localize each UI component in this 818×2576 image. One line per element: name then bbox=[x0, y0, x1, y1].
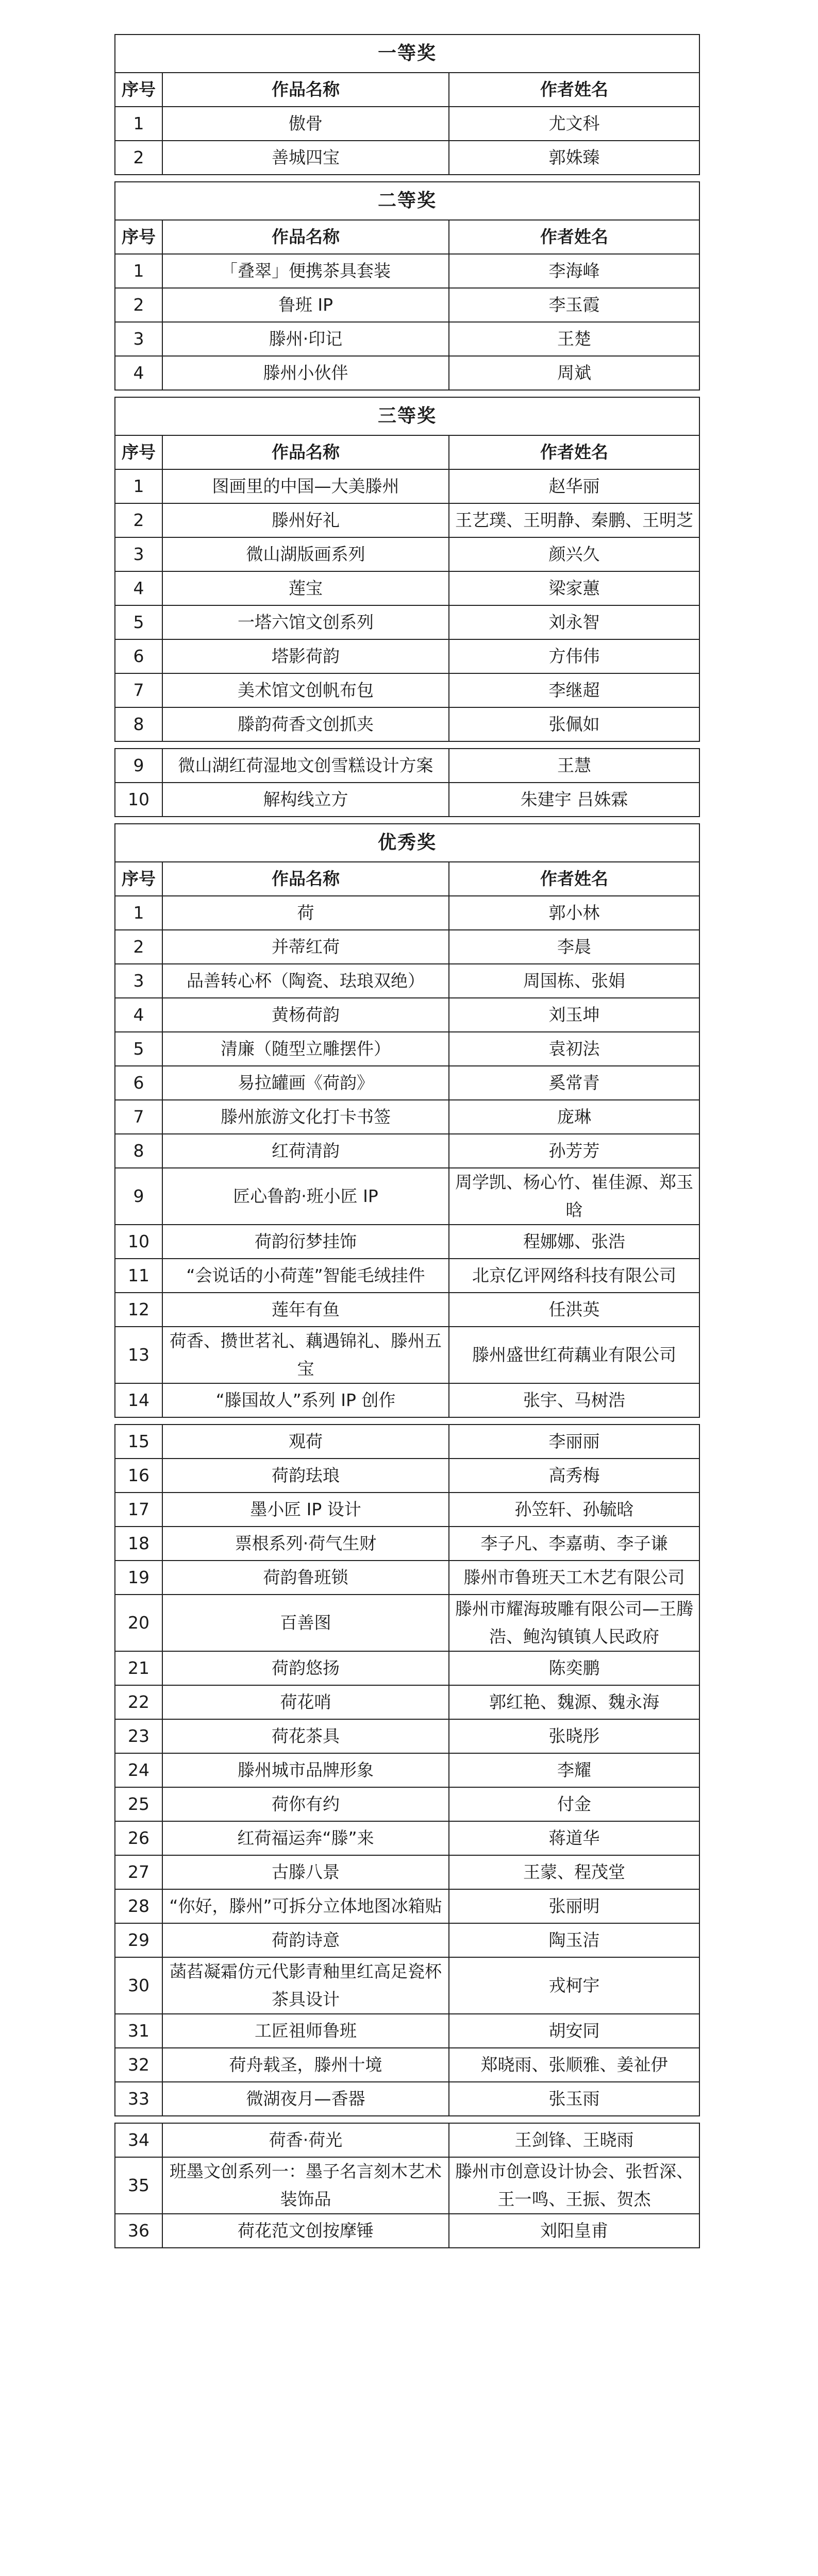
cell-index: 17 bbox=[115, 1493, 162, 1527]
award-table-block bbox=[114, 823, 700, 1418]
table-row bbox=[115, 1855, 699, 1889]
table-row bbox=[115, 503, 699, 537]
cell-author-name: 李继超 bbox=[449, 673, 699, 707]
cell-work-name: 百善图 bbox=[162, 1595, 449, 1651]
cell-index: 8 bbox=[115, 707, 162, 741]
cell-author-name: 尤文科 bbox=[449, 107, 699, 141]
cell-index: 36 bbox=[115, 2214, 162, 2248]
cell-author-name: 戎柯宇 bbox=[449, 1957, 699, 2014]
table-row bbox=[115, 254, 699, 288]
cell-author-name: 高秀梅 bbox=[449, 1459, 699, 1493]
cell-work-name: 古滕八景 bbox=[162, 1855, 449, 1889]
cell-author-name: 程娜娜、张浩 bbox=[449, 1225, 699, 1259]
cell-index: 7 bbox=[115, 1100, 162, 1134]
table-row bbox=[115, 1821, 699, 1855]
cell-index: 5 bbox=[115, 1032, 162, 1066]
cell-author-name: 梁家蕙 bbox=[449, 571, 699, 605]
cell-index: 33 bbox=[115, 2082, 162, 2116]
cell-index: 30 bbox=[115, 1957, 162, 2014]
column-header-author: 作者姓名 bbox=[449, 862, 699, 896]
column-header-work: 作品名称 bbox=[162, 435, 449, 469]
cell-index: 12 bbox=[115, 1293, 162, 1327]
cell-index: 10 bbox=[115, 783, 162, 817]
cell-work-name: 善城四宝 bbox=[162, 141, 449, 175]
table-row bbox=[115, 1651, 699, 1685]
table-row bbox=[115, 707, 699, 741]
cell-work-name: 荷韵珐琅 bbox=[162, 1459, 449, 1493]
award-table-block bbox=[114, 748, 700, 817]
cell-work-name: 红荷清韵 bbox=[162, 1134, 449, 1168]
cell-author-name: 庞琳 bbox=[449, 1100, 699, 1134]
cell-author-name: 周国栋、张娟 bbox=[449, 964, 699, 998]
cell-index: 9 bbox=[115, 749, 162, 783]
cell-work-name: 荷花范文创按摩锤 bbox=[162, 2214, 449, 2248]
cell-author-name: 郑晓雨、张顺雅、姜祉伊 bbox=[449, 2048, 699, 2082]
column-header-author: 作者姓名 bbox=[449, 73, 699, 107]
award-level-title-text: 三等奖 bbox=[115, 397, 699, 435]
table-row bbox=[115, 537, 699, 571]
table-row bbox=[115, 1293, 699, 1327]
award-level-title-text: 优秀奖 bbox=[115, 824, 699, 862]
cell-author-name: 王剑锋、王晓雨 bbox=[449, 2123, 699, 2157]
table-row bbox=[115, 2048, 699, 2082]
cell-author-name: 李玉霞 bbox=[449, 288, 699, 322]
cell-work-name: 解构线立方 bbox=[162, 783, 449, 817]
table-row bbox=[115, 1134, 699, 1168]
cell-author-name: 张佩如 bbox=[449, 707, 699, 741]
cell-work-name: 荷韵衍梦挂饰 bbox=[162, 1225, 449, 1259]
table-row bbox=[115, 2082, 699, 2116]
cell-index: 1 bbox=[115, 469, 162, 503]
table-row bbox=[115, 1889, 699, 1923]
table-row bbox=[115, 673, 699, 707]
award-table-block bbox=[114, 1424, 700, 2116]
award-level-title bbox=[115, 35, 699, 73]
cell-author-name: 赵华丽 bbox=[449, 469, 699, 503]
cell-author-name: 刘玉坤 bbox=[449, 998, 699, 1032]
cell-work-name: “会说话的小荷莲”智能毛绒挂件 bbox=[162, 1259, 449, 1293]
cell-author-name: 朱建宇 吕姝霖 bbox=[449, 783, 699, 817]
table-row bbox=[115, 1787, 699, 1821]
cell-work-name: 傲骨 bbox=[162, 107, 449, 141]
column-header-row bbox=[115, 73, 699, 107]
table-row bbox=[115, 1719, 699, 1753]
award-table-block bbox=[114, 2123, 700, 2248]
cell-author-name: 付金 bbox=[449, 1787, 699, 1821]
cell-index: 9 bbox=[115, 1168, 162, 1225]
cell-index: 21 bbox=[115, 1651, 162, 1685]
cell-author-name: 滕州市鲁班天工木艺有限公司 bbox=[449, 1561, 699, 1595]
cell-author-name: 周斌 bbox=[449, 356, 699, 390]
cell-index: 24 bbox=[115, 1753, 162, 1787]
cell-author-name: 李子凡、李嘉萌、李子谦 bbox=[449, 1527, 699, 1561]
table-row bbox=[115, 639, 699, 673]
cell-work-name: 滕州好礼 bbox=[162, 503, 449, 537]
cell-author-name: 滕州市创意设计协会、张哲深、王一鸣、王振、贺杰 bbox=[449, 2157, 699, 2214]
cell-author-name: 王慧 bbox=[449, 749, 699, 783]
table-row bbox=[115, 1259, 699, 1293]
award-table-block bbox=[114, 34, 700, 175]
table-row bbox=[115, 1561, 699, 1595]
cell-work-name: 荷你有约 bbox=[162, 1787, 449, 1821]
cell-work-name: 票根系列·荷气生财 bbox=[162, 1527, 449, 1561]
column-header-author: 作者姓名 bbox=[449, 435, 699, 469]
cell-work-name: 观荷 bbox=[162, 1425, 449, 1459]
award-table-block bbox=[114, 181, 700, 391]
cell-work-name: 鲁班 IP bbox=[162, 288, 449, 322]
column-header-work: 作品名称 bbox=[162, 220, 449, 254]
cell-index: 25 bbox=[115, 1787, 162, 1821]
cell-index: 11 bbox=[115, 1259, 162, 1293]
cell-index: 3 bbox=[115, 537, 162, 571]
cell-author-name: 张丽明 bbox=[449, 1889, 699, 1923]
cell-author-name: 李耀 bbox=[449, 1753, 699, 1787]
cell-index: 2 bbox=[115, 930, 162, 964]
table-row bbox=[115, 1032, 699, 1066]
cell-work-name: 微山湖版画系列 bbox=[162, 537, 449, 571]
cell-index: 1 bbox=[115, 254, 162, 288]
cell-author-name: 郭姝臻 bbox=[449, 141, 699, 175]
cell-work-name: 滕韵荷香文创抓夹 bbox=[162, 707, 449, 741]
cell-work-name: 荷 bbox=[162, 896, 449, 930]
table-row bbox=[115, 2157, 699, 2214]
cell-index: 2 bbox=[115, 288, 162, 322]
cell-author-name: 方伟伟 bbox=[449, 639, 699, 673]
cell-index: 16 bbox=[115, 1459, 162, 1493]
cell-index: 29 bbox=[115, 1923, 162, 1957]
table-row bbox=[115, 107, 699, 141]
cell-index: 19 bbox=[115, 1561, 162, 1595]
table-row bbox=[115, 1225, 699, 1259]
table-row bbox=[115, 998, 699, 1032]
cell-work-name: 微山湖红荷湿地文创雪糕设计方案 bbox=[162, 749, 449, 783]
cell-author-name: 张宇、马树浩 bbox=[449, 1383, 699, 1417]
cell-index: 3 bbox=[115, 322, 162, 356]
cell-work-name: 滕州旅游文化打卡书签 bbox=[162, 1100, 449, 1134]
table-row bbox=[115, 1168, 699, 1225]
cell-index: 13 bbox=[115, 1327, 162, 1383]
cell-author-name: 陈奕鹏 bbox=[449, 1651, 699, 1685]
cell-work-name: “滕国故人”系列 IP 创作 bbox=[162, 1383, 449, 1417]
table-row bbox=[115, 896, 699, 930]
cell-work-name: 工匠祖师鲁班 bbox=[162, 2014, 449, 2048]
award-level-title-text: 二等奖 bbox=[115, 182, 699, 220]
cell-index: 1 bbox=[115, 107, 162, 141]
cell-author-name: 张晓彤 bbox=[449, 1719, 699, 1753]
cell-author-name: 颜兴久 bbox=[449, 537, 699, 571]
cell-index: 34 bbox=[115, 2123, 162, 2157]
cell-author-name: 张玉雨 bbox=[449, 2082, 699, 2116]
column-header-index: 序号 bbox=[115, 435, 162, 469]
cell-author-name: 蒋道华 bbox=[449, 1821, 699, 1855]
award-level-title bbox=[115, 824, 699, 862]
cell-index: 14 bbox=[115, 1383, 162, 1417]
table-row bbox=[115, 1425, 699, 1459]
table-row bbox=[115, 1383, 699, 1417]
cell-work-name: 墨小匠 IP 设计 bbox=[162, 1493, 449, 1527]
cell-work-name: 红荷福运奔“滕”来 bbox=[162, 1821, 449, 1855]
table-row bbox=[115, 322, 699, 356]
cell-index: 6 bbox=[115, 1066, 162, 1100]
cell-work-name: 一塔六馆文创系列 bbox=[162, 605, 449, 639]
table-row bbox=[115, 1595, 699, 1651]
cell-index: 1 bbox=[115, 896, 162, 930]
cell-work-name: 微湖夜月—香器 bbox=[162, 2082, 449, 2116]
column-header-index: 序号 bbox=[115, 220, 162, 254]
column-header-index: 序号 bbox=[115, 73, 162, 107]
cell-author-name: 李丽丽 bbox=[449, 1425, 699, 1459]
cell-index: 35 bbox=[115, 2157, 162, 2214]
column-header-row bbox=[115, 435, 699, 469]
cell-work-name: 莲宝 bbox=[162, 571, 449, 605]
cell-work-name: 图画里的中国—大美滕州 bbox=[162, 469, 449, 503]
cell-work-name: 「叠翠」便携茶具套装 bbox=[162, 254, 449, 288]
cell-author-name: 滕州市耀海玻雕有限公司—王腾浩、鲍沟镇镇人民政府 bbox=[449, 1595, 699, 1651]
cell-index: 4 bbox=[115, 571, 162, 605]
cell-index: 8 bbox=[115, 1134, 162, 1168]
table-row bbox=[115, 605, 699, 639]
cell-work-name: 滕州·印记 bbox=[162, 322, 449, 356]
table-row bbox=[115, 356, 699, 390]
table-row bbox=[115, 141, 699, 175]
cell-work-name: 品善转心杯（陶瓷、珐琅双绝） bbox=[162, 964, 449, 998]
cell-author-name: 胡安同 bbox=[449, 2014, 699, 2048]
cell-author-name: 陶玉洁 bbox=[449, 1923, 699, 1957]
cell-index: 6 bbox=[115, 639, 162, 673]
table-row bbox=[115, 2123, 699, 2157]
cell-work-name: 滕州小伙伴 bbox=[162, 356, 449, 390]
cell-work-name: 荷香·荷光 bbox=[162, 2123, 449, 2157]
award-level-title bbox=[115, 397, 699, 435]
cell-index: 4 bbox=[115, 998, 162, 1032]
cell-work-name: 匠心鲁韵·班小匠 IP bbox=[162, 1168, 449, 1225]
cell-index: 2 bbox=[115, 141, 162, 175]
table-row bbox=[115, 1527, 699, 1561]
cell-index: 28 bbox=[115, 1889, 162, 1923]
cell-author-name: 奚常青 bbox=[449, 1066, 699, 1100]
cell-work-name: 并蒂红荷 bbox=[162, 930, 449, 964]
cell-work-name: 荷舟载圣，滕州十境 bbox=[162, 2048, 449, 2082]
cell-index: 22 bbox=[115, 1685, 162, 1719]
cell-index: 32 bbox=[115, 2048, 162, 2082]
cell-author-name: 袁初法 bbox=[449, 1032, 699, 1066]
cell-author-name: 李海峰 bbox=[449, 254, 699, 288]
cell-work-name: 莲年有鱼 bbox=[162, 1293, 449, 1327]
cell-work-name: “你好，滕州”可拆分立体地图冰箱贴 bbox=[162, 1889, 449, 1923]
cell-index: 31 bbox=[115, 2014, 162, 2048]
cell-work-name: 荷韵诗意 bbox=[162, 1923, 449, 1957]
cell-author-name: 孙芳芳 bbox=[449, 1134, 699, 1168]
column-header-work: 作品名称 bbox=[162, 862, 449, 896]
cell-work-name: 美术馆文创帆布包 bbox=[162, 673, 449, 707]
cell-index: 7 bbox=[115, 673, 162, 707]
table-row bbox=[115, 571, 699, 605]
table-row bbox=[115, 1923, 699, 1957]
cell-work-name: 滕州城市品牌形象 bbox=[162, 1753, 449, 1787]
table-row bbox=[115, 1493, 699, 1527]
table-row bbox=[115, 783, 699, 817]
award-level-title-text: 一等奖 bbox=[115, 35, 699, 73]
cell-author-name: 刘阳皇甫 bbox=[449, 2214, 699, 2248]
cell-author-name: 郭红艳、魏源、魏永海 bbox=[449, 1685, 699, 1719]
column-header-author: 作者姓名 bbox=[449, 220, 699, 254]
cell-work-name: 菡萏凝霜仿元代影青釉里红高足瓷杯茶具设计 bbox=[162, 1957, 449, 2014]
table-row bbox=[115, 930, 699, 964]
cell-work-name: 易拉罐画《荷韵》 bbox=[162, 1066, 449, 1100]
cell-index: 5 bbox=[115, 605, 162, 639]
cell-work-name: 荷花哨 bbox=[162, 1685, 449, 1719]
cell-index: 18 bbox=[115, 1527, 162, 1561]
table-row bbox=[115, 469, 699, 503]
cell-author-name: 刘永智 bbox=[449, 605, 699, 639]
cell-work-name: 荷韵悠扬 bbox=[162, 1651, 449, 1685]
table-row bbox=[115, 964, 699, 998]
cell-author-name: 北京亿评网络科技有限公司 bbox=[449, 1259, 699, 1293]
award-level-title bbox=[115, 182, 699, 220]
cell-index: 2 bbox=[115, 503, 162, 537]
cell-index: 3 bbox=[115, 964, 162, 998]
cell-author-name: 孙笠轩、孙毓晗 bbox=[449, 1493, 699, 1527]
table-row bbox=[115, 1685, 699, 1719]
cell-index: 10 bbox=[115, 1225, 162, 1259]
table-row bbox=[115, 1753, 699, 1787]
cell-index: 23 bbox=[115, 1719, 162, 1753]
table-row bbox=[115, 288, 699, 322]
cell-work-name: 塔影荷韵 bbox=[162, 639, 449, 673]
cell-work-name: 清廉（随型立雕摆件） bbox=[162, 1032, 449, 1066]
column-header-work: 作品名称 bbox=[162, 73, 449, 107]
cell-work-name: 荷香、攒世茗礼、藕遇锦礼、滕州五宝 bbox=[162, 1327, 449, 1383]
cell-work-name: 黄杨荷韵 bbox=[162, 998, 449, 1032]
cell-index: 15 bbox=[115, 1425, 162, 1459]
table-row bbox=[115, 2214, 699, 2248]
cell-author-name: 周学凯、杨心竹、崔佳源、郑玉晗 bbox=[449, 1168, 699, 1225]
cell-index: 4 bbox=[115, 356, 162, 390]
table-row bbox=[115, 749, 699, 783]
column-header-row bbox=[115, 862, 699, 896]
cell-author-name: 滕州盛世红荷藕业有限公司 bbox=[449, 1327, 699, 1383]
award-document bbox=[114, 34, 699, 2248]
cell-author-name: 任洪英 bbox=[449, 1293, 699, 1327]
table-row bbox=[115, 1327, 699, 1383]
cell-author-name: 王蒙、程茂堂 bbox=[449, 1855, 699, 1889]
table-row bbox=[115, 1066, 699, 1100]
cell-author-name: 李晨 bbox=[449, 930, 699, 964]
cell-work-name: 荷韵鲁班锁 bbox=[162, 1561, 449, 1595]
cell-author-name: 郭小林 bbox=[449, 896, 699, 930]
table-row bbox=[115, 1957, 699, 2014]
cell-work-name: 班墨文创系列一：墨子名言刻木艺术装饰品 bbox=[162, 2157, 449, 2214]
column-header-index: 序号 bbox=[115, 862, 162, 896]
table-row bbox=[115, 1459, 699, 1493]
cell-index: 26 bbox=[115, 1821, 162, 1855]
column-header-row bbox=[115, 220, 699, 254]
award-table-block bbox=[114, 397, 700, 742]
table-row bbox=[115, 2014, 699, 2048]
cell-author-name: 王艺璞、王明静、秦鹏、王明芝 bbox=[449, 503, 699, 537]
cell-author-name: 王楚 bbox=[449, 322, 699, 356]
table-row bbox=[115, 1100, 699, 1134]
cell-index: 20 bbox=[115, 1595, 162, 1651]
cell-index: 27 bbox=[115, 1855, 162, 1889]
cell-work-name: 荷花茶具 bbox=[162, 1719, 449, 1753]
